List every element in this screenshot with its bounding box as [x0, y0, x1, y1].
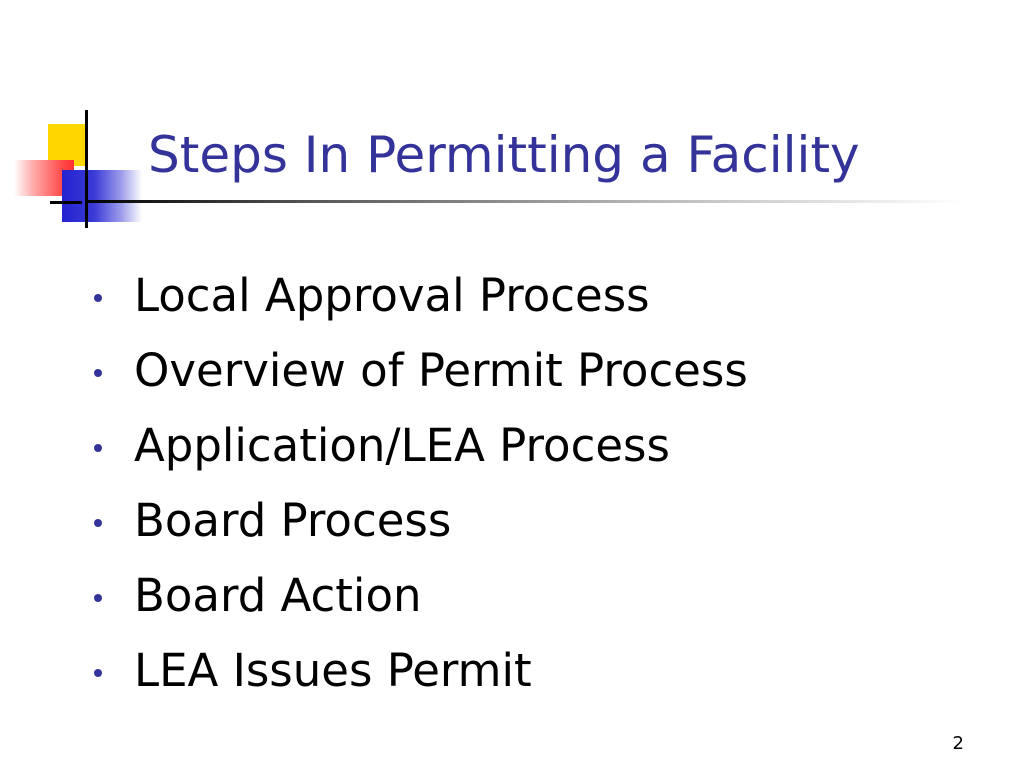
decorative-squares-logo-icon [0, 100, 150, 240]
bullet-item [94, 483, 748, 558]
page-number: 2 [952, 733, 964, 754]
bullet-dot-icon [94, 594, 102, 602]
bullet-item [94, 633, 748, 708]
bullet-item [94, 558, 748, 633]
bullet-item [94, 333, 748, 408]
bullet-text: Application/LEA Process [134, 419, 670, 472]
bullet-dot-icon [94, 444, 102, 452]
logo-horizontal-line [50, 201, 82, 204]
slide-title: Steps In Permitting a Facility [148, 126, 860, 184]
bullet-text: Overview of Permit Process [134, 344, 748, 397]
title-underline [86, 200, 966, 203]
bullet-item [94, 258, 748, 333]
bullet-text: Local Approval Process [134, 269, 650, 322]
bullet-dot-icon [94, 294, 102, 302]
bullet-item [94, 408, 748, 483]
bullet-dot-icon [94, 669, 102, 677]
bullet-text: LEA Issues Permit [134, 644, 532, 697]
bullet-text: Board Process [134, 494, 452, 547]
logo-blue-square [62, 170, 142, 222]
bullet-dot-icon [94, 369, 102, 377]
bullet-list [94, 258, 748, 708]
bullet-text: Board Action [134, 569, 422, 622]
bullet-dot-icon [94, 519, 102, 527]
logo-vertical-line [85, 110, 88, 228]
